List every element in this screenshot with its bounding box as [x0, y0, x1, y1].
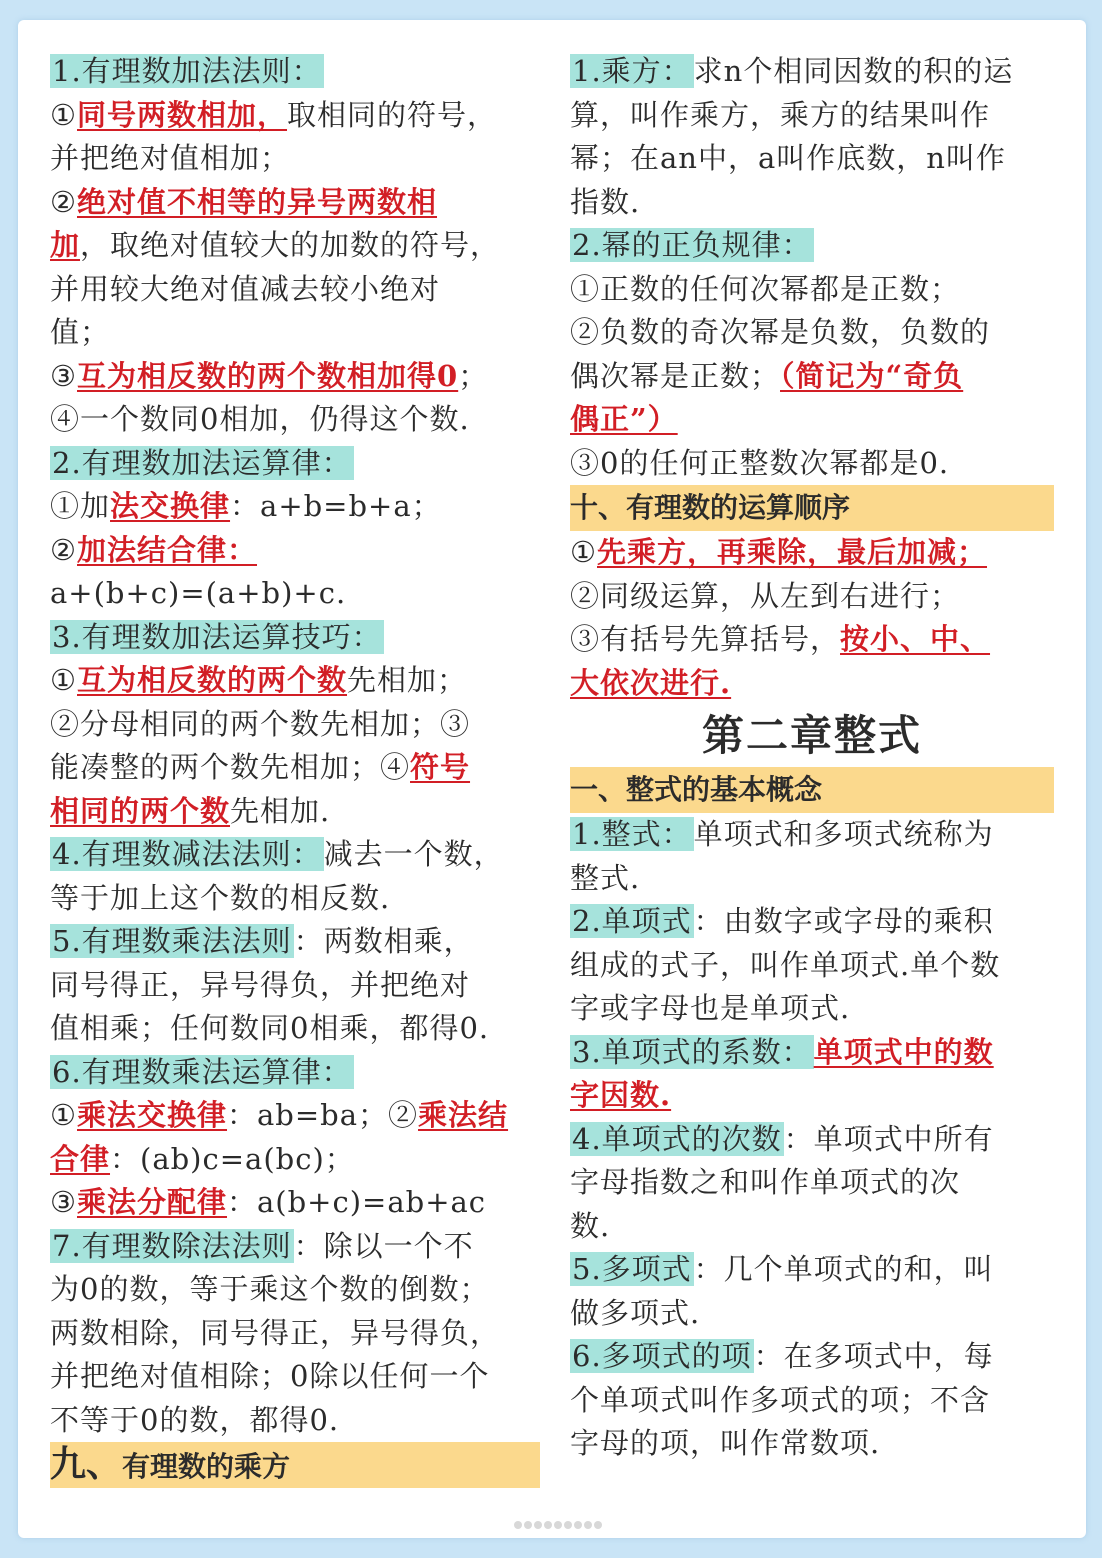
dot-icon [594, 1521, 602, 1529]
key-phrase: 合律 [50, 1141, 111, 1176]
body-text: ：在多项式中，每 [753, 1339, 994, 1373]
text-line: ④一个数同0相加，仍得这个数. [50, 402, 470, 436]
body-text: ：两数相乘， [293, 924, 474, 958]
text-line: 两数相除，同号得正，异号得负， [50, 1315, 501, 1350]
body-text: 求n个相同因数的积的运 [693, 54, 1014, 88]
text-line: 不等于0的数，都得0. [50, 1402, 340, 1437]
formula-text: ：(ab)c=a(bc)； [110, 1141, 355, 1176]
body-text: ：单项式中所有 [783, 1121, 994, 1156]
section-heading [570, 813, 1054, 857]
key-phrase: 相同的两个数 [50, 793, 231, 828]
body-text: ：几个单项式的和，叫 [693, 1252, 994, 1286]
body-text: 偶次幂是正数； [570, 358, 781, 393]
text-line: 个单项式叫作多项式的项；不含 [570, 1382, 991, 1417]
text-line [50, 790, 540, 834]
text-line [570, 1074, 1054, 1118]
text-line [570, 618, 1054, 662]
chapter-title: 第二章整式 [701, 711, 922, 760]
body-text: ：由数字或字母的乘积 [693, 904, 994, 938]
text-line [570, 662, 1054, 706]
body-text: 取相同的符号， [287, 97, 498, 132]
key-phrase: 大依次进行. [570, 665, 732, 700]
bar-title: 有理数的乘方 [122, 1450, 291, 1483]
text-line: 字母的项，叫作常数项. [570, 1426, 881, 1460]
text-line: 指数. [570, 184, 641, 219]
key-phrase: 按小、中、 [840, 622, 991, 656]
section-heading [50, 920, 540, 964]
section-heading [570, 224, 1054, 268]
text-line: 数. [570, 1208, 611, 1243]
text-line [50, 355, 540, 399]
section-heading [50, 1051, 540, 1095]
dot-icon [564, 1521, 572, 1529]
item-number: ① [50, 663, 77, 697]
text-line: ①正数的任何次幂都是正数； [570, 271, 961, 306]
text-line [50, 181, 540, 225]
section-heading [50, 1225, 540, 1269]
key-phrase: 符号 [410, 750, 471, 784]
key-phrase: 法交换律 [110, 489, 231, 523]
text-line [50, 1138, 540, 1182]
dot-icon [584, 1521, 592, 1529]
heading-highlight: 6.有理数乘法运算律： [52, 1054, 352, 1089]
section-heading [50, 616, 540, 660]
section-heading [50, 833, 540, 877]
heading-highlight: 6.多项式的项 [572, 1339, 752, 1373]
key-phrase: 乘法分配律 [77, 1185, 228, 1219]
body-text: ； [458, 358, 489, 393]
heading-highlight: 1.有理数加法法则： [52, 54, 322, 88]
key-phrase: 同号两数相加， [77, 97, 288, 132]
section-bar-concept: 一、整式的基本概念 [570, 767, 1054, 813]
section-heading [570, 1248, 1054, 1292]
heading-highlight: 2.幂的正负规律： [572, 228, 812, 262]
section-heading [570, 900, 1054, 944]
body-text: 先相加. [230, 793, 331, 828]
right-column [570, 50, 1054, 1466]
dot-icon [514, 1521, 522, 1529]
key-phrase: 加法结合律： [77, 532, 258, 567]
key-phrase: 互为相反数的两个数 [77, 663, 348, 697]
section-heading [570, 1335, 1054, 1379]
heading-highlight: 5.多项式 [572, 1252, 692, 1286]
dot-icon [544, 1521, 552, 1529]
heading-highlight: 2.单项式 [572, 904, 692, 938]
document-page [18, 20, 1086, 1538]
text-line: ②同级运算，从左到右进行； [570, 578, 961, 613]
key-phrase: 单项式中的数 [813, 1034, 994, 1069]
left-column [50, 50, 540, 1488]
text-line: 值； [50, 315, 111, 349]
text-line: 幂；在an中，a叫作底数，n叫作 [570, 141, 1006, 175]
item-number: ① [570, 535, 597, 569]
heading-highlight: 2.有理数加法运算律： [52, 445, 352, 480]
section-heading [50, 442, 540, 486]
heading-highlight: 4.单项式的次数 [572, 1121, 782, 1156]
text-line: 并把绝对值相加； [50, 141, 291, 175]
body-text: ①加 [50, 489, 111, 523]
body-text: 能凑整的两个数先相加；④ [50, 750, 411, 784]
heading-highlight: 5.有理数乘法法则 [52, 924, 292, 958]
text-line [50, 659, 540, 703]
body-text: ：除以一个不 [293, 1228, 474, 1263]
text-line: 同号得正，异号得负，并把绝对 [50, 967, 471, 1002]
text-line: 等于加上这个数的相反数. [50, 880, 391, 915]
item-number: ③ [50, 1185, 77, 1219]
text-line [50, 94, 540, 138]
formula-line: a+(b+c)=(a+b)+c. [50, 576, 347, 610]
body-text: ，取绝对值较大的加数的符号， [80, 228, 501, 262]
text-line: 做多项式. [570, 1295, 701, 1330]
page-indicator-dots [514, 1514, 624, 1524]
section-heading [570, 1118, 1054, 1162]
text-line: 字母指数之和叫作单项式的次 [570, 1165, 961, 1199]
body-text: 单项式和多项式统称为 [693, 817, 994, 851]
text-line: 字或字母也是单项式. [570, 991, 851, 1025]
text-line: 整式. [570, 860, 641, 895]
section-heading [50, 50, 540, 94]
text-line [50, 529, 540, 573]
text-line [570, 531, 1054, 575]
item-number: ① [50, 1098, 77, 1132]
key-phrase: 加 [50, 228, 81, 262]
key-phrase: 绝对值不相等的异号两数相 [77, 184, 438, 219]
body-text: 先相加； [347, 663, 468, 697]
item-number: ③ [50, 358, 77, 393]
key-phrase: 先乘方，再乘除，最后加减； [597, 535, 988, 569]
text-line [50, 746, 540, 790]
text-line: 并把绝对值相除；0除以任何一个 [50, 1359, 490, 1393]
text-line [570, 355, 1054, 399]
bar-number: 九、 [50, 1444, 123, 1485]
body-text: ③有括号先算括号， [570, 622, 841, 656]
text-line: ②负数的奇次幂是负数，负数的 [570, 315, 991, 349]
text-line: ③0的任何正整数次幂都是0. [570, 445, 950, 480]
section-bar-ten: 十、有理数的运算顺序 [570, 485, 1054, 531]
key-phrase: 偶正”） [570, 402, 678, 436]
heading-highlight: 1.乘方： [572, 54, 692, 88]
formula-text: ：a+b=b+a； [230, 489, 442, 523]
text-line [50, 1181, 540, 1225]
key-phrase: 互为相反数的两个数相加得0 [77, 358, 459, 393]
heading-highlight: 4.有理数减法法则： [52, 837, 322, 871]
dot-icon [534, 1521, 542, 1529]
key-phrase: 乘法结 [418, 1098, 509, 1132]
heading-highlight: 3.有理数加法运算技巧： [52, 619, 382, 654]
dot-icon [554, 1521, 562, 1529]
formula-text: ：a(b+c)=ab+ac [227, 1185, 487, 1219]
key-phrase: 乘法交换律 [77, 1098, 228, 1132]
section-bar-nine [50, 1442, 540, 1488]
dot-icon [524, 1521, 532, 1529]
heading-highlight: 1.整式： [572, 817, 692, 851]
section-heading [570, 50, 1054, 94]
formula-text: ：ab=ba；② [227, 1098, 419, 1132]
text-line: 算，叫作乘方，乘方的结果叫作 [570, 97, 991, 132]
text-line: 为0的数，等于乘这个数的倒数； [50, 1272, 490, 1306]
text-line [50, 485, 540, 529]
key-phrase: （简记为“奇负 [780, 358, 964, 393]
section-heading [570, 1031, 1054, 1075]
text-line [50, 1094, 540, 1138]
text-line: 值相乘；任何数同0相乘，都得0. [50, 1011, 490, 1045]
heading-highlight: 7.有理数除法法则 [52, 1228, 292, 1263]
text-line [570, 398, 1054, 442]
item-number: ② [50, 184, 77, 219]
text-line: ②分母相同的两个数先相加；③ [50, 706, 471, 741]
dot-icon [574, 1521, 582, 1529]
item-number: ① [50, 97, 77, 132]
item-number: ② [50, 532, 77, 567]
text-line: 并用较大绝对值减去较小绝对 [50, 271, 441, 306]
text-line [50, 224, 540, 268]
text-line: 组成的式子，叫作单项式.单个数 [570, 947, 1001, 982]
heading-highlight: 3.单项式的系数： [572, 1034, 812, 1069]
body-text: 减去一个数， [323, 837, 504, 871]
key-phrase: 字因数. [570, 1078, 672, 1112]
